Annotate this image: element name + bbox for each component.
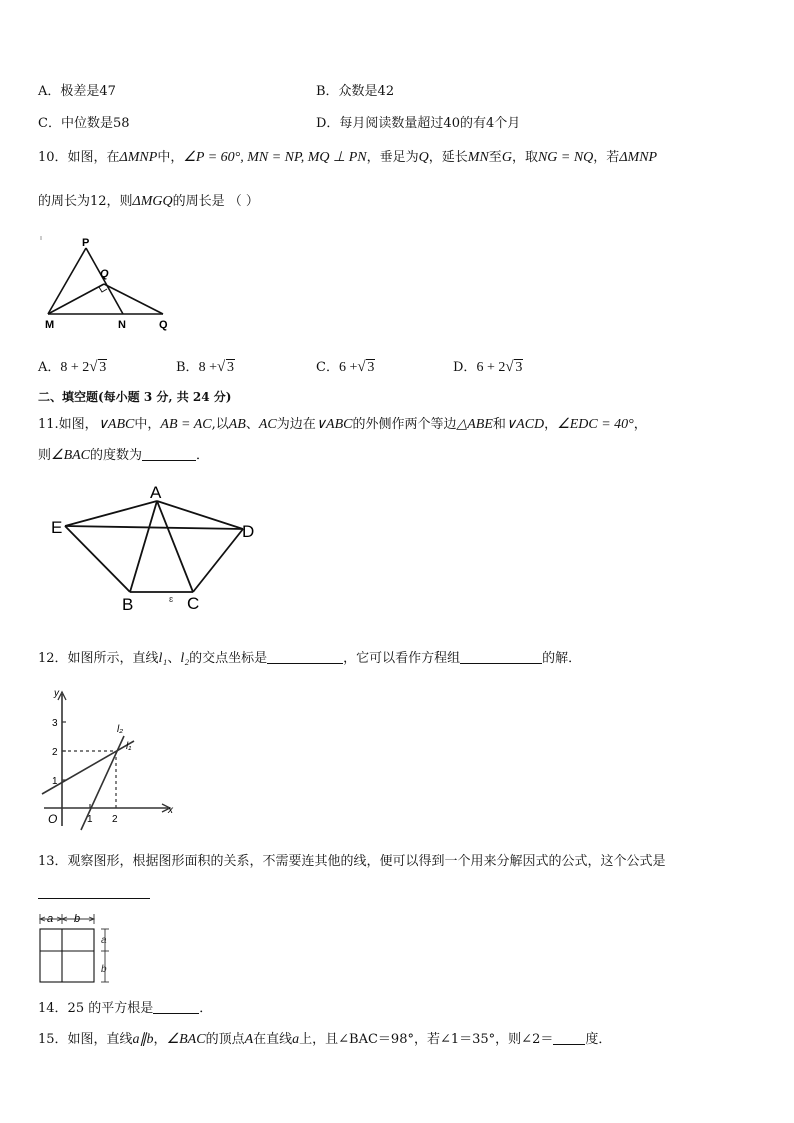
question-10-line1: 10．如图，在ΔMNP中，∠P = 60°, MN = NP, MQ ⊥ PN，垂足为Q，延长MN至G，取NG = NQ，若ΔMNP (38, 150, 658, 165)
label-d: D (242, 522, 255, 541)
figure-coordinate-lines (36, 686, 186, 836)
answer-blank-12b[interactable] (460, 663, 542, 664)
tick-y-3: 3 (52, 718, 58, 729)
dim-label-b: b (74, 913, 81, 925)
label-p: P (82, 237, 90, 249)
question-14: 14．25 的平方根是 ． (38, 1001, 213, 1016)
option-b: B．众数是42 (316, 84, 395, 99)
answer-blank-12a[interactable] (267, 663, 343, 664)
figure-equilateral-triangles (48, 484, 268, 614)
label-g: Q (159, 319, 168, 331)
q10-option-c: C．6 + √ 3 (316, 359, 375, 375)
svg-text:ɛ: ɛ (169, 594, 174, 604)
dim-label-va: a (101, 935, 107, 946)
question-10-line2: 的周长为12，则ΔMGQ的周长是 （ ） (38, 194, 259, 209)
dim-label-vb: b (101, 964, 107, 975)
label-e: E (51, 518, 63, 537)
label-m: M (45, 319, 55, 331)
label-n: N (118, 319, 126, 331)
label-a: A (150, 483, 162, 502)
label-q: Q (100, 268, 109, 280)
tick-x-2: 2 (112, 814, 118, 825)
figure-triangle-mnp (38, 236, 178, 332)
answer-blank-11[interactable] (142, 460, 196, 461)
tick-y-2: 2 (52, 747, 58, 758)
question-13: 13．观察图形，根据图形面积的关系，不需要连其他的线，便可以得到一个用来分解因式的公式，这个公式是 (38, 854, 666, 869)
section-title: 二、填空题(每小题 3 分, 共 24 分) (38, 390, 232, 404)
q10-option-b: B．8 + √ 3 (176, 359, 234, 375)
question-15: 15．如图，直线a∥b，∠BAC的顶点A在直线a上，且∠BAC＝98°，若∠1＝35°，则∠2＝ 度． (38, 1032, 612, 1047)
question-12: 12．如图所示，直线l₁、l₂的交点坐标是 ，它可以看作方程组 的解． (38, 651, 582, 666)
label-b: B (122, 595, 134, 614)
line-label-l1: l₁ (126, 741, 132, 752)
answer-blank-15[interactable] (553, 1044, 585, 1045)
axis-label-x: x (168, 805, 173, 816)
line-label-l2: l₂ (117, 724, 124, 735)
q10-option-a: A．8 + 2 √ 3 (38, 359, 107, 375)
question-11-line1: 11.如图，∨ABC中，AB = AC,以AB、AC为边在∨ABC的外侧作两个等边△ABE和∨ACD，∠EDC = 40°， (38, 417, 647, 432)
figure-square-grid (36, 910, 122, 986)
axis-label-y: y (54, 688, 59, 699)
question-11-line2: 则∠BAC的度数为 ． (38, 448, 210, 463)
q10-option-d: D．6 + 2 √ 3 (453, 359, 523, 375)
answer-blank-13[interactable] (38, 898, 150, 899)
answer-blank-14[interactable] (153, 1013, 199, 1014)
label-c: C (187, 594, 200, 613)
option-c: C．中位数是58 (38, 116, 130, 131)
option-d: D．每月阅读数量超过40的有4个月 (316, 116, 521, 131)
tick-y-1: 1 (52, 776, 58, 787)
option-a: A．极差是47 (38, 84, 116, 99)
tick-x-1: 1 (87, 814, 93, 825)
origin-label: O (48, 812, 58, 826)
dim-label-a: a (47, 913, 54, 925)
